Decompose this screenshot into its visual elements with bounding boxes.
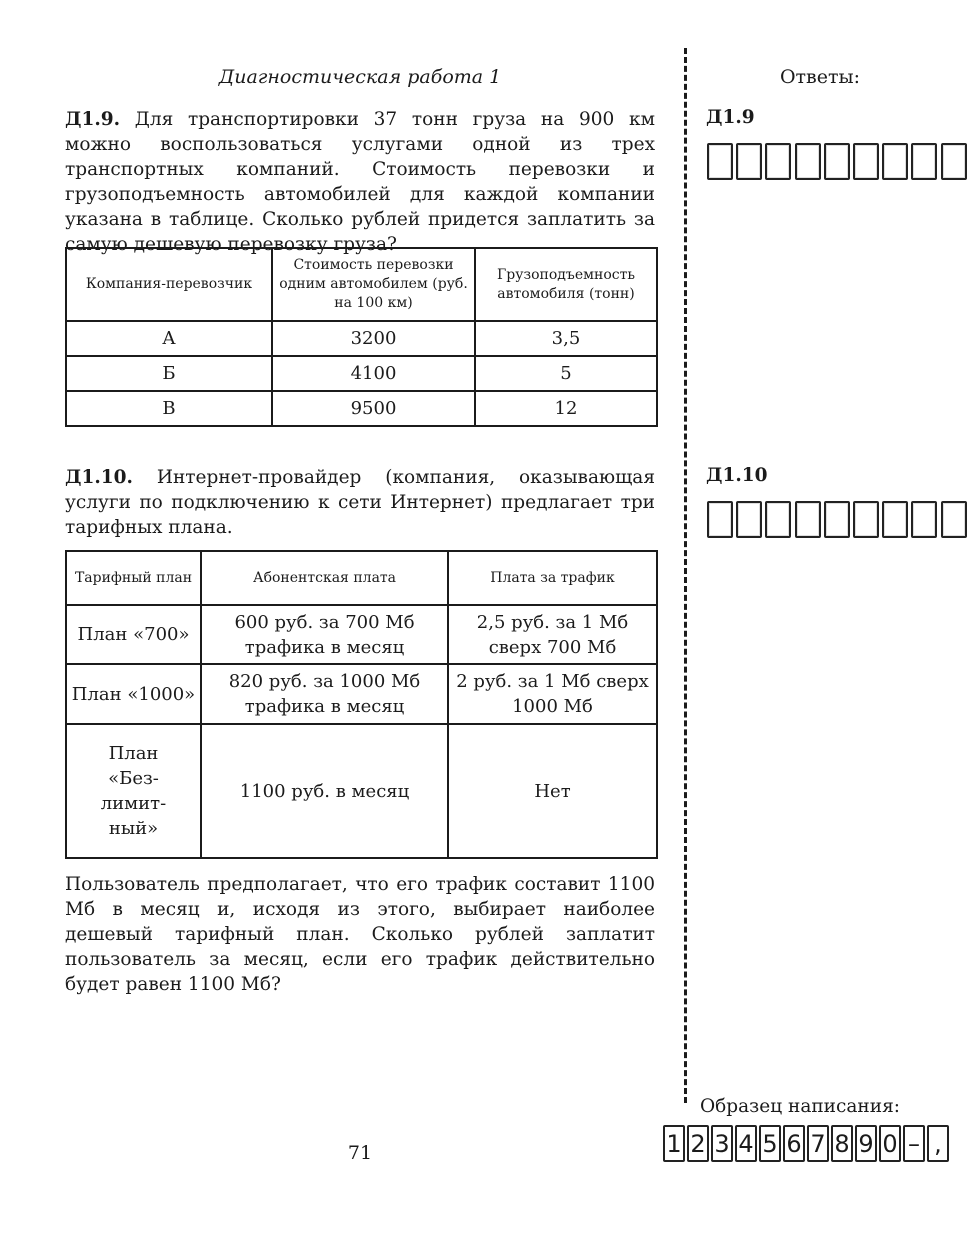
table-cell: 3,5 — [475, 321, 657, 356]
table-cell: 4100 — [272, 356, 475, 391]
table-cell: 2 руб. за 1 Мб сверх 1000 Мб — [448, 664, 657, 724]
table-header: Стоимость перевозки одним автомобилем (руб. на 100 км) — [272, 248, 475, 321]
answer-label-d1-9: Д1.9 — [706, 107, 755, 128]
table-cell: 2,5 руб. за 1 Мб сверх 700 Мб — [448, 605, 657, 664]
answer-cell[interactable] — [795, 501, 821, 538]
sample-char: 2 — [687, 1125, 709, 1162]
table-cell: 600 руб. за 700 Мб трафика в месяц — [201, 605, 448, 664]
table-header: Плата за трафик — [448, 551, 657, 605]
table-cell: Нет — [448, 724, 657, 858]
sample-char: 0 — [879, 1125, 901, 1162]
sample-char: 4 — [735, 1125, 757, 1162]
transport-table — [65, 247, 658, 427]
dashed-divider — [684, 48, 687, 1103]
answer-cell[interactable] — [853, 501, 879, 538]
problem-d1-10-question: Пользователь предполагает, что его трафик составит 1100 Мб в месяц и, исходя из этого, выбирает наиболее дешевый тарифный план. Сколько рублей заплатит пользователь за месяц, если его трафик действительно будет равен 1100 Мб? — [65, 874, 655, 995]
page-number: 71 — [347, 1142, 373, 1164]
answer-cell[interactable] — [707, 143, 733, 180]
answer-cell[interactable] — [911, 501, 937, 538]
sample-char: 7 — [807, 1125, 829, 1162]
table-cell: План «700» — [66, 605, 201, 664]
table-row — [66, 724, 657, 858]
problem-d1-10-text — [65, 465, 655, 540]
table-cell: 3200 — [272, 321, 475, 356]
problem-d1-10-body: Интернет-провайдер (компания, оказывающая услуги по подключению к сети Интернет) предлагает три тарифных плана. — [65, 467, 655, 538]
answers-column-title: Ответы: — [779, 66, 861, 88]
problem-d1-9-body: Для транспортировки 37 тонн груза на 900 км можно воспользоваться услугами одной из трех транспортных компаний. Стоимость перевозки и грузоподъемность автомобилей для каждой компании указана в таблице. Сколько рублей придется заплатить за самую дешевую перевозку груза? — [65, 109, 655, 255]
writing-sample-title: Образец написания: — [700, 1096, 900, 1117]
table-cell: Б — [66, 356, 272, 391]
table-row — [66, 605, 657, 664]
sample-char: 1 — [663, 1125, 685, 1162]
answer-cell[interactable] — [882, 501, 908, 538]
table-row — [66, 356, 657, 391]
sample-char: 8 — [831, 1125, 853, 1162]
answer-field-d1-9[interactable] — [707, 143, 970, 180]
table-cell: В — [66, 391, 272, 426]
page-header-title: Диагностическая работа 1 — [218, 66, 502, 88]
answer-cell[interactable] — [824, 501, 850, 538]
table-header: Компания-перевозчик — [66, 248, 272, 321]
answer-cell[interactable] — [941, 501, 967, 538]
sample-char: – — [903, 1125, 925, 1162]
answer-cell[interactable] — [911, 143, 937, 180]
answer-cell[interactable] — [707, 501, 733, 538]
table-header-row — [66, 248, 657, 321]
answer-cell[interactable] — [824, 143, 850, 180]
answer-field-d1-10[interactable] — [707, 501, 970, 538]
sample-char: 3 — [711, 1125, 733, 1162]
table-row — [66, 664, 657, 724]
table-row — [66, 321, 657, 356]
table-header: Абонентская плата — [201, 551, 448, 605]
answer-cell[interactable] — [765, 501, 791, 538]
table-cell: 12 — [475, 391, 657, 426]
table-header: Тарифный план — [66, 551, 201, 605]
sample-char: 6 — [783, 1125, 805, 1162]
answer-cell[interactable] — [882, 143, 908, 180]
table-cell: 820 руб. за 1000 Мб трафика в месяц — [201, 664, 448, 724]
table-row — [66, 391, 657, 426]
answer-cell[interactable] — [853, 143, 879, 180]
table-cell: А — [66, 321, 272, 356]
answer-cell[interactable] — [795, 143, 821, 180]
table-header-row — [66, 551, 657, 605]
table-cell: План «1000» — [66, 664, 201, 724]
writing-sample-row — [663, 1125, 951, 1162]
answer-cell[interactable] — [736, 143, 762, 180]
sample-char: 9 — [855, 1125, 877, 1162]
answer-cell[interactable] — [941, 143, 967, 180]
sample-char: , — [927, 1125, 949, 1162]
problem-d1-9-text — [65, 107, 655, 257]
answer-label-d1-10: Д1.10 — [706, 465, 768, 486]
tariff-table — [65, 550, 658, 859]
table-cell: План «Без-лимит-ный» — [66, 724, 201, 858]
table-cell: 1100 руб. в месяц — [201, 724, 448, 858]
answer-cell[interactable] — [736, 501, 762, 538]
problem-d1-10-id: Д1.10. — [65, 467, 133, 488]
problem-d1-9-id: Д1.9. — [65, 109, 121, 130]
table-header: Грузоподъемность автомобиля (тонн) — [475, 248, 657, 321]
table-cell: 5 — [475, 356, 657, 391]
table-cell: 9500 — [272, 391, 475, 426]
answer-cell[interactable] — [765, 143, 791, 180]
sample-char: 5 — [759, 1125, 781, 1162]
